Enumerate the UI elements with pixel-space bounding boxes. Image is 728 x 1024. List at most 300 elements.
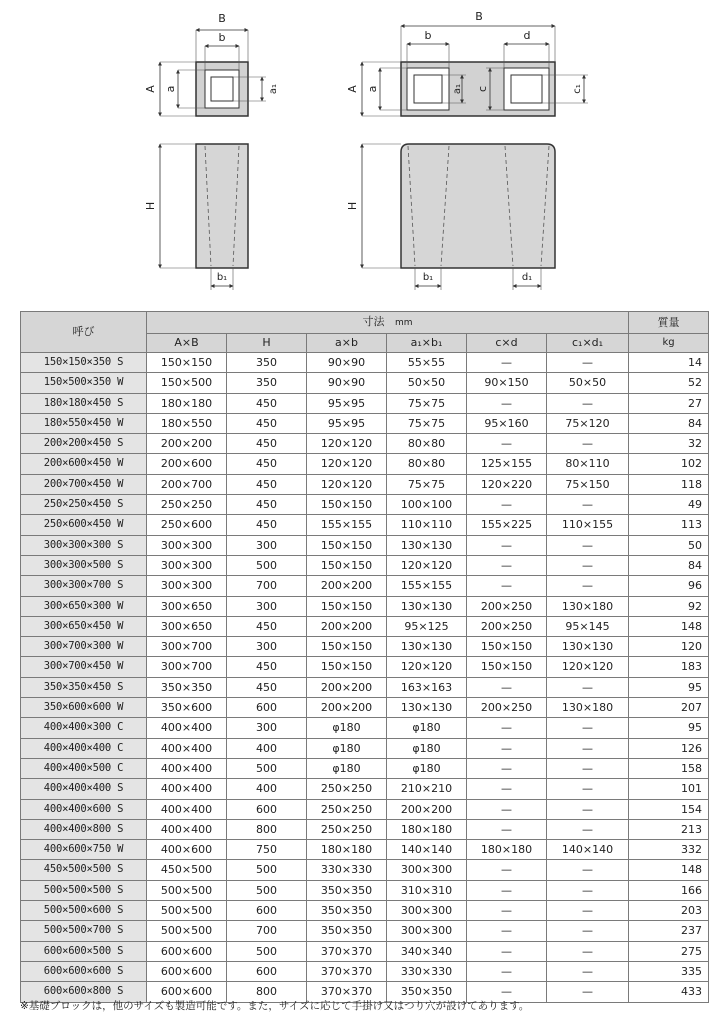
ab-cell: 400×600	[147, 840, 227, 860]
cd-cell: —	[467, 901, 547, 921]
ab-inner-cell: 180×180	[307, 840, 387, 860]
ab-cell: 350×350	[147, 677, 227, 697]
h-cell: 450	[227, 434, 307, 454]
table-row	[21, 434, 709, 454]
name-cell: 300×300×700 S	[21, 576, 147, 596]
dim-label-a1: a₁	[452, 83, 463, 95]
ab-cell: 450×500	[147, 860, 227, 880]
name-cell: 450×500×500 S	[21, 860, 147, 880]
mass-cell: 154	[629, 799, 709, 819]
cd-cell: —	[467, 738, 547, 758]
table-row	[21, 353, 709, 373]
dim-label-d: d	[523, 29, 531, 42]
name-cell: 400×600×750 W	[21, 840, 147, 860]
ab-inner-cell: 250×250	[307, 819, 387, 839]
mass-cell: 126	[629, 738, 709, 758]
cd-cell: —	[467, 819, 547, 839]
cd-cell: 200×250	[467, 698, 547, 718]
h-cell: 750	[227, 840, 307, 860]
mass-cell: 433	[629, 982, 709, 1002]
h-cell: 450	[227, 515, 307, 535]
mass-cell: 96	[629, 576, 709, 596]
ab-cell: 400×400	[147, 779, 227, 799]
ab-cell: 400×400	[147, 758, 227, 778]
block-body	[401, 144, 555, 268]
table-row	[21, 779, 709, 799]
a1b1-cell: 350×350	[387, 982, 467, 1002]
cd-cell: —	[467, 961, 547, 981]
name-cell: 400×400×800 S	[21, 819, 147, 839]
table-header	[21, 312, 709, 353]
ab-cell: 350×600	[147, 698, 227, 718]
name-cell: 250×250×450 S	[21, 495, 147, 515]
cd-cell: 125×155	[467, 454, 547, 474]
a1b1-cell: 210×210	[387, 779, 467, 799]
ab-cell: 600×600	[147, 941, 227, 961]
ab-cell: 180×180	[147, 393, 227, 413]
ab-cell: 500×500	[147, 921, 227, 941]
table-row	[21, 616, 709, 636]
ab-cell: 300×300	[147, 555, 227, 575]
name-cell: 150×500×350 W	[21, 373, 147, 393]
c1d1-cell: —	[547, 819, 629, 839]
table-row	[21, 495, 709, 515]
c1d1-cell: —	[547, 921, 629, 941]
dim-label-c: c	[476, 85, 489, 93]
ab-cell: 400×400	[147, 799, 227, 819]
name-cell: 500×500×600 S	[21, 901, 147, 921]
name-cell: 300×650×300 W	[21, 596, 147, 616]
a1b1-cell: 163×163	[387, 677, 467, 697]
a1b1-cell: 75×75	[387, 413, 467, 433]
h-cell: 450	[227, 495, 307, 515]
header-dimensions-unit: mm	[395, 318, 413, 328]
ab-inner-cell: φ180	[307, 758, 387, 778]
a1b1-cell: 80×80	[387, 434, 467, 454]
h-cell: 600	[227, 799, 307, 819]
mass-cell: 32	[629, 434, 709, 454]
table-row	[21, 840, 709, 860]
h-cell: 800	[227, 982, 307, 1002]
ab-inner-cell: φ180	[307, 718, 387, 738]
ab-inner-cell: φ180	[307, 738, 387, 758]
dim-label-A: A	[144, 85, 157, 93]
a1b1-cell: 130×130	[387, 698, 467, 718]
c1d1-cell: 120×120	[547, 657, 629, 677]
mass-cell: 213	[629, 819, 709, 839]
ab-inner-cell: 95×95	[307, 413, 387, 433]
h-cell: 500	[227, 880, 307, 900]
mass-cell: 158	[629, 758, 709, 778]
table-row	[21, 657, 709, 677]
ab-inner-cell: 370×370	[307, 982, 387, 1002]
spec-table	[20, 311, 709, 1003]
left-plan-view	[144, 12, 279, 116]
dim-label-c1: c₁	[572, 84, 583, 94]
opening-a1-b1	[211, 77, 233, 101]
c1d1-cell: —	[547, 738, 629, 758]
mass-cell: 237	[629, 921, 709, 941]
c1d1-cell: 130×180	[547, 596, 629, 616]
table-row	[21, 758, 709, 778]
ab-cell: 250×600	[147, 515, 227, 535]
c1d1-cell: —	[547, 982, 629, 1002]
a1b1-cell: 200×200	[387, 799, 467, 819]
ab-inner-cell: 330×330	[307, 860, 387, 880]
mass-cell: 203	[629, 901, 709, 921]
header-col-AB: A×B	[147, 334, 227, 353]
name-cell: 600×600×600 S	[21, 961, 147, 981]
a1b1-cell: 95×125	[387, 616, 467, 636]
cd-cell: 90×150	[467, 373, 547, 393]
a1b1-cell: 180×180	[387, 819, 467, 839]
h-cell: 300	[227, 718, 307, 738]
ab-cell: 250×250	[147, 495, 227, 515]
c1d1-cell: —	[547, 779, 629, 799]
ab-cell: 150×150	[147, 353, 227, 373]
c1d1-cell: 95×145	[547, 616, 629, 636]
h-cell: 600	[227, 961, 307, 981]
a1b1-cell: 120×120	[387, 657, 467, 677]
header-dimensions-label: 寸法	[362, 315, 385, 328]
dim-label-a: a	[366, 85, 379, 93]
c1d1-cell: 75×150	[547, 474, 629, 494]
table-row	[21, 799, 709, 819]
right-plan-view	[346, 10, 588, 116]
c1d1-cell: —	[547, 880, 629, 900]
h-cell: 350	[227, 373, 307, 393]
cd-cell: —	[467, 921, 547, 941]
a1b1-cell: 75×75	[387, 393, 467, 413]
a1b1-cell: 340×340	[387, 941, 467, 961]
name-cell: 350×350×450 S	[21, 677, 147, 697]
dim-label-a1: a₁	[268, 83, 279, 95]
table-row	[21, 596, 709, 616]
h-cell: 300	[227, 535, 307, 555]
a1b1-cell: 55×55	[387, 353, 467, 373]
name-cell: 300×700×450 W	[21, 657, 147, 677]
name-cell: 180×550×450 W	[21, 413, 147, 433]
ab-inner-cell: 120×120	[307, 434, 387, 454]
name-cell: 300×700×300 W	[21, 637, 147, 657]
ab-inner-cell: 95×95	[307, 393, 387, 413]
table-body	[21, 353, 709, 1003]
a1b1-cell: 130×130	[387, 596, 467, 616]
c1d1-cell: 110×155	[547, 515, 629, 535]
ab-inner-cell: 200×200	[307, 677, 387, 697]
table-row	[21, 880, 709, 900]
table-row	[21, 576, 709, 596]
cd-cell: —	[467, 434, 547, 454]
header-col-cd: c×d	[467, 334, 547, 353]
left-elevation-view	[144, 144, 248, 290]
a1b1-cell: 140×140	[387, 840, 467, 860]
ab-cell: 300×700	[147, 637, 227, 657]
a1b1-cell: 130×130	[387, 637, 467, 657]
table-row	[21, 819, 709, 839]
cd-cell: 120×220	[467, 474, 547, 494]
mass-cell: 335	[629, 961, 709, 981]
dim-label-b1: b₁	[216, 272, 228, 283]
h-cell: 500	[227, 758, 307, 778]
table-row	[21, 860, 709, 880]
dim-label-d1: d₁	[521, 272, 533, 283]
a1b1-cell: 155×155	[387, 576, 467, 596]
h-cell: 400	[227, 779, 307, 799]
cd-cell: —	[467, 860, 547, 880]
dim-label-b1: b₁	[422, 272, 434, 283]
header-col-c1d1: c₁×d₁	[547, 334, 629, 353]
right-elevation-view	[346, 144, 555, 290]
dim-label-B: B	[475, 10, 483, 23]
name-cell: 150×150×350 S	[21, 353, 147, 373]
cd-cell: —	[467, 555, 547, 575]
cd-cell: —	[467, 799, 547, 819]
dim-label-b: b	[424, 29, 432, 42]
cd-cell: 200×250	[467, 616, 547, 636]
header-mass-unit: kg	[629, 334, 709, 353]
name-cell: 300×300×500 S	[21, 555, 147, 575]
block-body	[196, 144, 248, 268]
h-cell: 450	[227, 616, 307, 636]
h-cell: 500	[227, 941, 307, 961]
h-cell: 350	[227, 353, 307, 373]
ab-cell: 300×700	[147, 657, 227, 677]
header-col-ab: a×b	[307, 334, 387, 353]
a1b1-cell: 75×75	[387, 474, 467, 494]
c1d1-cell: —	[547, 677, 629, 697]
mass-cell: 52	[629, 373, 709, 393]
a1b1-cell: 110×110	[387, 515, 467, 535]
table-row	[21, 738, 709, 758]
a1b1-cell: 300×300	[387, 921, 467, 941]
table-row	[21, 393, 709, 413]
mass-cell: 148	[629, 860, 709, 880]
a1b1-cell: 50×50	[387, 373, 467, 393]
mass-cell: 332	[629, 840, 709, 860]
ab-inner-cell: 150×150	[307, 596, 387, 616]
name-cell: 500×500×700 S	[21, 921, 147, 941]
mass-cell: 148	[629, 616, 709, 636]
name-cell: 200×600×450 W	[21, 454, 147, 474]
ab-inner-cell: 120×120	[307, 454, 387, 474]
ab-inner-cell: 90×90	[307, 353, 387, 373]
dim-label-B: B	[218, 12, 226, 25]
ab-cell: 600×600	[147, 961, 227, 981]
h-cell: 300	[227, 596, 307, 616]
ab-inner-cell: 120×120	[307, 474, 387, 494]
a1b1-cell: 300×300	[387, 860, 467, 880]
c1d1-cell: —	[547, 901, 629, 921]
cd-cell: —	[467, 982, 547, 1002]
cd-cell: —	[467, 718, 547, 738]
header-col-a1b1: a₁×b₁	[387, 334, 467, 353]
mass-cell: 95	[629, 677, 709, 697]
a1b1-cell: 80×80	[387, 454, 467, 474]
name-cell: 400×400×400 C	[21, 738, 147, 758]
cd-cell: 150×150	[467, 657, 547, 677]
cd-cell: —	[467, 941, 547, 961]
ab-inner-cell: 90×90	[307, 373, 387, 393]
ab-cell: 500×500	[147, 880, 227, 900]
a1b1-cell: φ180	[387, 758, 467, 778]
name-cell: 400×400×400 S	[21, 779, 147, 799]
table-row	[21, 677, 709, 697]
mass-cell: 95	[629, 718, 709, 738]
mass-cell: 101	[629, 779, 709, 799]
cd-cell: —	[467, 576, 547, 596]
h-cell: 450	[227, 677, 307, 697]
dim-label-H: H	[346, 201, 359, 211]
table-row	[21, 413, 709, 433]
dim-label-b: b	[218, 31, 226, 44]
name-cell: 400×400×500 C	[21, 758, 147, 778]
cd-cell: 180×180	[467, 840, 547, 860]
h-cell: 450	[227, 657, 307, 677]
table-row	[21, 637, 709, 657]
c1d1-cell: —	[547, 799, 629, 819]
c1d1-cell: —	[547, 495, 629, 515]
h-cell: 700	[227, 576, 307, 596]
h-cell: 400	[227, 738, 307, 758]
name-cell: 200×700×450 W	[21, 474, 147, 494]
cd-cell: 150×150	[467, 637, 547, 657]
mass-cell: 102	[629, 454, 709, 474]
ab-cell: 300×650	[147, 596, 227, 616]
a1b1-cell: 130×130	[387, 535, 467, 555]
mass-cell: 118	[629, 474, 709, 494]
c1d1-cell: 140×140	[547, 840, 629, 860]
ab-inner-cell: 350×350	[307, 901, 387, 921]
a1b1-cell: 330×330	[387, 961, 467, 981]
c1d1-cell: —	[547, 718, 629, 738]
c1d1-cell: —	[547, 555, 629, 575]
opening-c1-d1	[511, 75, 542, 103]
mass-cell: 49	[629, 495, 709, 515]
ab-cell: 400×400	[147, 738, 227, 758]
h-cell: 450	[227, 474, 307, 494]
ab-inner-cell: 150×150	[307, 555, 387, 575]
c1d1-cell: 130×130	[547, 637, 629, 657]
a1b1-cell: 100×100	[387, 495, 467, 515]
ab-inner-cell: 155×155	[307, 515, 387, 535]
table-row	[21, 921, 709, 941]
c1d1-cell: —	[547, 961, 629, 981]
cd-cell: —	[467, 495, 547, 515]
cd-cell: —	[467, 880, 547, 900]
cd-cell: 200×250	[467, 596, 547, 616]
h-cell: 450	[227, 413, 307, 433]
header-dimensions	[147, 312, 629, 334]
mass-cell: 207	[629, 698, 709, 718]
h-cell: 800	[227, 819, 307, 839]
mass-cell: 183	[629, 657, 709, 677]
h-cell: 600	[227, 901, 307, 921]
ab-cell: 200×200	[147, 434, 227, 454]
name-cell: 600×600×800 S	[21, 982, 147, 1002]
cd-cell: —	[467, 535, 547, 555]
ab-inner-cell: 150×150	[307, 637, 387, 657]
mass-cell: 27	[629, 393, 709, 413]
ab-cell: 300×300	[147, 576, 227, 596]
table-row	[21, 718, 709, 738]
table-row	[21, 698, 709, 718]
c1d1-cell: —	[547, 576, 629, 596]
mass-cell: 84	[629, 555, 709, 575]
ab-cell: 150×500	[147, 373, 227, 393]
h-cell: 450	[227, 454, 307, 474]
name-cell: 500×500×500 S	[21, 880, 147, 900]
technical-drawings	[0, 0, 728, 300]
header-mass: 質量	[629, 312, 709, 334]
footnote: ※基礎ブロックは，他のサイズも製造可能です。また，サイズに応じて手掛け又はつり穴が設けてあります。	[20, 1000, 530, 1012]
c1d1-cell: —	[547, 941, 629, 961]
h-cell: 600	[227, 698, 307, 718]
h-cell: 700	[227, 921, 307, 941]
c1d1-cell: —	[547, 353, 629, 373]
a1b1-cell: 120×120	[387, 555, 467, 575]
name-cell: 400×400×600 S	[21, 799, 147, 819]
ab-inner-cell: 370×370	[307, 941, 387, 961]
ab-cell: 600×600	[147, 982, 227, 1002]
h-cell: 450	[227, 393, 307, 413]
ab-inner-cell: 370×370	[307, 961, 387, 981]
name-cell: 200×200×450 S	[21, 434, 147, 454]
mass-cell: 275	[629, 941, 709, 961]
mass-cell: 84	[629, 413, 709, 433]
ab-cell: 300×650	[147, 616, 227, 636]
table-row	[21, 373, 709, 393]
header-name: 呼び	[21, 312, 147, 353]
cd-cell: —	[467, 393, 547, 413]
ab-inner-cell: 200×200	[307, 616, 387, 636]
ab-inner-cell: 200×200	[307, 698, 387, 718]
a1b1-cell: φ180	[387, 718, 467, 738]
ab-cell: 200×700	[147, 474, 227, 494]
cd-cell: —	[467, 758, 547, 778]
a1b1-cell: 310×310	[387, 880, 467, 900]
c1d1-cell: —	[547, 535, 629, 555]
ab-cell: 400×400	[147, 718, 227, 738]
a1b1-cell: φ180	[387, 738, 467, 758]
name-cell: 600×600×500 S	[21, 941, 147, 961]
c1d1-cell: 80×110	[547, 454, 629, 474]
opening-a1-b1	[414, 75, 442, 103]
ab-inner-cell: 200×200	[307, 576, 387, 596]
ab-inner-cell: 350×350	[307, 921, 387, 941]
c1d1-cell: —	[547, 434, 629, 454]
cd-cell: —	[467, 779, 547, 799]
c1d1-cell: 130×180	[547, 698, 629, 718]
name-cell: 300×300×300 S	[21, 535, 147, 555]
mass-cell: 50	[629, 535, 709, 555]
table-row	[21, 941, 709, 961]
ab-inner-cell: 150×150	[307, 495, 387, 515]
c1d1-cell: —	[547, 758, 629, 778]
cd-cell: 155×225	[467, 515, 547, 535]
ab-cell: 300×300	[147, 535, 227, 555]
table-row	[21, 515, 709, 535]
table-row	[21, 961, 709, 981]
mass-cell: 92	[629, 596, 709, 616]
cd-cell: 95×160	[467, 413, 547, 433]
mass-cell: 113	[629, 515, 709, 535]
header-col-H: H	[227, 334, 307, 353]
c1d1-cell: 50×50	[547, 373, 629, 393]
table-row	[21, 454, 709, 474]
dim-label-a: a	[164, 85, 177, 93]
ab-cell: 500×500	[147, 901, 227, 921]
